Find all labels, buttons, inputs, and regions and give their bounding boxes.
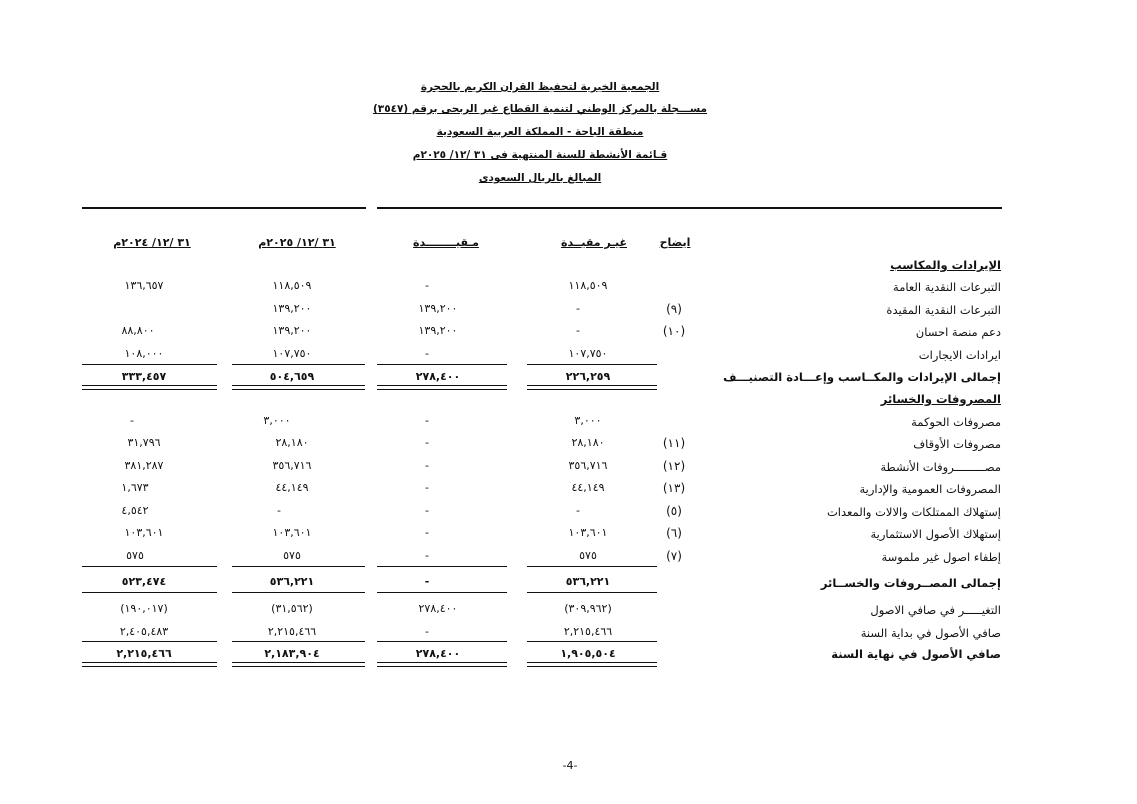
cell-unrestricted: ٥٣٦,٢٢١: [565, 575, 611, 588]
cell-2024: (١٩٠,٠١٧): [120, 602, 168, 615]
cell-2024: ١٠٣,٦٠١: [124, 526, 164, 539]
cell-unrestricted: ٢٨,١٨٠: [571, 436, 605, 449]
cell-2025: ١٣٩,٢٠٠: [272, 324, 312, 337]
subtotal-line: [377, 566, 507, 567]
total-line: [232, 592, 365, 593]
col-2024-heading: ٣١ /١٢/ ٢٠٢٤م: [113, 236, 191, 249]
cell-restricted: -: [425, 526, 429, 539]
cell-unrestricted: ١٠٧,٧٥٠: [568, 347, 608, 360]
subtotal-line: [527, 566, 657, 567]
cell-2025: ٥٧٥: [283, 549, 301, 562]
cell-unrestricted: ٢٢٦,٢٥٩: [565, 370, 611, 383]
cell-2024: ٨٨,٨٠٠: [121, 324, 155, 337]
cell-2025: (٣١,٥٦٢): [271, 602, 313, 615]
row-note: (٩): [666, 302, 682, 316]
cell-2024: ٣٨١,٢٨٧: [124, 459, 164, 472]
cell-2025: ٢,٢١٥,٤٦٦: [267, 625, 317, 638]
cell-restricted: -: [425, 347, 429, 360]
cell-restricted: ٢٧٨,٤٠٠: [418, 602, 458, 615]
cell-restricted: ١٣٩,٢٠٠: [418, 324, 458, 337]
cell-unrestricted: ٣٥٦,٧١٦: [568, 459, 608, 472]
cell-2025: ٤٤,١٤٩: [275, 481, 309, 494]
cell-restricted: -: [425, 436, 429, 449]
cell-2024: ٢,٤٠٥,٤٨٣: [119, 625, 169, 638]
total-double-line: [232, 385, 365, 390]
row-label: المصروفات العمومية والإدارية: [859, 482, 1001, 496]
col-unrestricted-heading: غيـر مقيــدة: [560, 236, 628, 249]
col-2025-heading: ٣١ /١٢/ ٢٠٢٥م: [258, 236, 336, 249]
expense-section-title: المصروفات والخسائر: [880, 392, 1001, 406]
subtotal-line: [377, 641, 507, 642]
total-line: [82, 592, 217, 593]
row-note: (١٠): [662, 324, 686, 338]
cell-restricted: -: [425, 549, 429, 562]
cell-restricted: -: [425, 414, 429, 427]
expense-total-label: إجمالى المصــروفات والخســائر: [820, 576, 1001, 590]
cell-2024: ١,٦٧٣: [121, 481, 149, 494]
cell-2024: ٣١,٧٩٦: [127, 436, 161, 449]
total-double-line: [377, 662, 507, 667]
statement-title: قـائمة الأنشطة للسنة المنتهية فى ٣١ /١٢/ ٢٠٢٥م: [412, 149, 668, 161]
row-note: (٥): [666, 504, 682, 518]
row-note: (٧): [666, 549, 682, 563]
cell-restricted: -: [425, 504, 429, 517]
total-double-line: [82, 385, 217, 390]
cell-restricted: ٢٧٨,٤٠٠: [415, 370, 461, 383]
cell-2025: ٣,٠٠٠: [263, 414, 291, 427]
cell-restricted: -: [425, 481, 429, 494]
page-number: -4-: [562, 759, 578, 772]
row-label: مصـــــــــروفات الأنشطة: [880, 460, 1001, 474]
row-label: إطفاء اصول غير ملموسة: [881, 550, 1001, 564]
cell-unrestricted: ٥٧٥: [579, 549, 597, 562]
subtotal-line: [82, 641, 217, 642]
subtotal-line: [232, 566, 365, 567]
row-label: إستهلاك الممتلكات والالات والمعدات: [826, 505, 1001, 519]
cell-unrestricted: ٢,٢١٥,٤٦٦: [563, 625, 613, 638]
cell-unrestricted: ٤٤,١٤٩: [571, 481, 605, 494]
cell-2024: ٥٢٣,٤٧٤: [121, 575, 167, 588]
cell-2025: ١٣٩,٢٠٠: [272, 302, 312, 315]
subtotal-line: [527, 641, 657, 642]
cell-unrestricted: ١١٨,٥٠٩: [568, 279, 608, 292]
subtotal-line: [377, 364, 507, 365]
cell-2024: ٣٣٣,٤٥٧: [121, 370, 167, 383]
top-rule-right: [377, 207, 1002, 209]
registration-line: مســـجلة بالمركز الوطني لتنمية القطاع غير الربحى برقم (٣٥٤٧): [372, 103, 708, 115]
cell-unrestricted: ٣,٠٠٠: [574, 414, 602, 427]
cell-unrestricted: -: [576, 504, 580, 517]
cell-2024: ٥٧٥: [126, 549, 144, 562]
row-label: دعم منصة احسان: [915, 325, 1001, 339]
cell-unrestricted: -: [576, 324, 580, 337]
row-label: إستهلاك الأصول الاستثمارية: [870, 527, 1001, 541]
cell-2024: ١٠٨,٠٠٠: [124, 347, 164, 360]
cell-2025: ٥٣٦,٢٢١: [269, 575, 315, 588]
cell-2024: ١٣٦,٦٥٧: [124, 279, 164, 292]
cell-2024: ٢,٢١٥,٤٦٦: [116, 647, 172, 660]
total-double-line: [527, 662, 657, 667]
cell-2025: ٢٨,١٨٠: [275, 436, 309, 449]
top-rule-left: [82, 207, 366, 209]
col-restricted-heading: مـقيــــــــدة: [413, 236, 479, 249]
revenue-total-label: إجمالى الإيرادات والمكــاسب وإعـــادة التصنيـــف: [723, 370, 1001, 384]
cell-2025: ١٠٧,٧٥٠: [272, 347, 312, 360]
cell-unrestricted: (٣٠٩,٩٦٢): [564, 602, 612, 615]
row-label: مصروفات الحوكمة: [911, 415, 1001, 429]
cell-restricted: ٢٧٨,٤٠٠: [415, 647, 461, 660]
subtotal-line: [232, 641, 365, 642]
net-assets-end-label: صافي الأصول في نهاية السنة: [831, 647, 1001, 661]
row-label: مصروفات الأوقاف: [913, 437, 1001, 451]
cell-2025: ٥٠٤,٦٥٩: [269, 370, 315, 383]
cell-2025: -: [277, 504, 281, 517]
cell-restricted: -: [425, 459, 429, 472]
total-double-line: [232, 662, 365, 667]
col-note-heading: ايضاح: [659, 236, 691, 249]
cell-unrestricted: -: [576, 302, 580, 315]
row-label: صافي الأصول في بداية السنة: [860, 626, 1001, 640]
row-label: التبرعات النقدية العامة: [893, 280, 1001, 294]
subtotal-line: [232, 364, 365, 365]
cell-restricted: -: [425, 279, 429, 292]
cell-restricted: ١٣٩,٢٠٠: [418, 302, 458, 315]
row-label: التبرعات النقدية المقيدة: [886, 303, 1001, 317]
subtotal-line: [82, 566, 217, 567]
cell-2024: -: [130, 414, 134, 427]
row-note: (١٢): [662, 459, 686, 473]
revenue-section-title: الإيرادات والمكاسب: [890, 258, 1001, 272]
row-note: (١٣): [662, 481, 686, 495]
cell-restricted: -: [425, 625, 429, 638]
subtotal-line: [82, 364, 217, 365]
total-double-line: [527, 385, 657, 390]
currency-line: المبالغ بالريال السعودى: [478, 172, 602, 184]
cell-restricted: -: [424, 575, 430, 588]
total-line: [527, 592, 657, 593]
cell-2025: ٣٥٦,٧١٦: [272, 459, 312, 472]
total-line: [377, 592, 507, 593]
region-line: منطقة الباحة - المملكة العربية السعودية: [436, 126, 644, 138]
row-note: (١١): [662, 436, 686, 450]
subtotal-line: [527, 364, 657, 365]
cell-2024: ٤,٥٤٢: [121, 504, 149, 517]
cell-2025: ١٠٣,٦٠١: [272, 526, 312, 539]
org-name: الجمعية الخيرية لتحفيظ القران الكريم بالحجرة: [420, 81, 660, 93]
row-note: (٦): [666, 526, 682, 540]
cell-2025: ٢,١٨٣,٩٠٤: [264, 647, 320, 660]
cell-unrestricted: ١٠٣,٦٠١: [568, 526, 608, 539]
cell-unrestricted: ١,٩٠٥,٥٠٤: [560, 647, 616, 660]
cell-2025: ١١٨,٥٠٩: [272, 279, 312, 292]
total-double-line: [82, 662, 217, 667]
row-label: التغيـــــر في صافي الاصول: [870, 603, 1001, 617]
total-double-line: [377, 385, 507, 390]
row-label: ايرادات الايجارات: [918, 348, 1001, 362]
